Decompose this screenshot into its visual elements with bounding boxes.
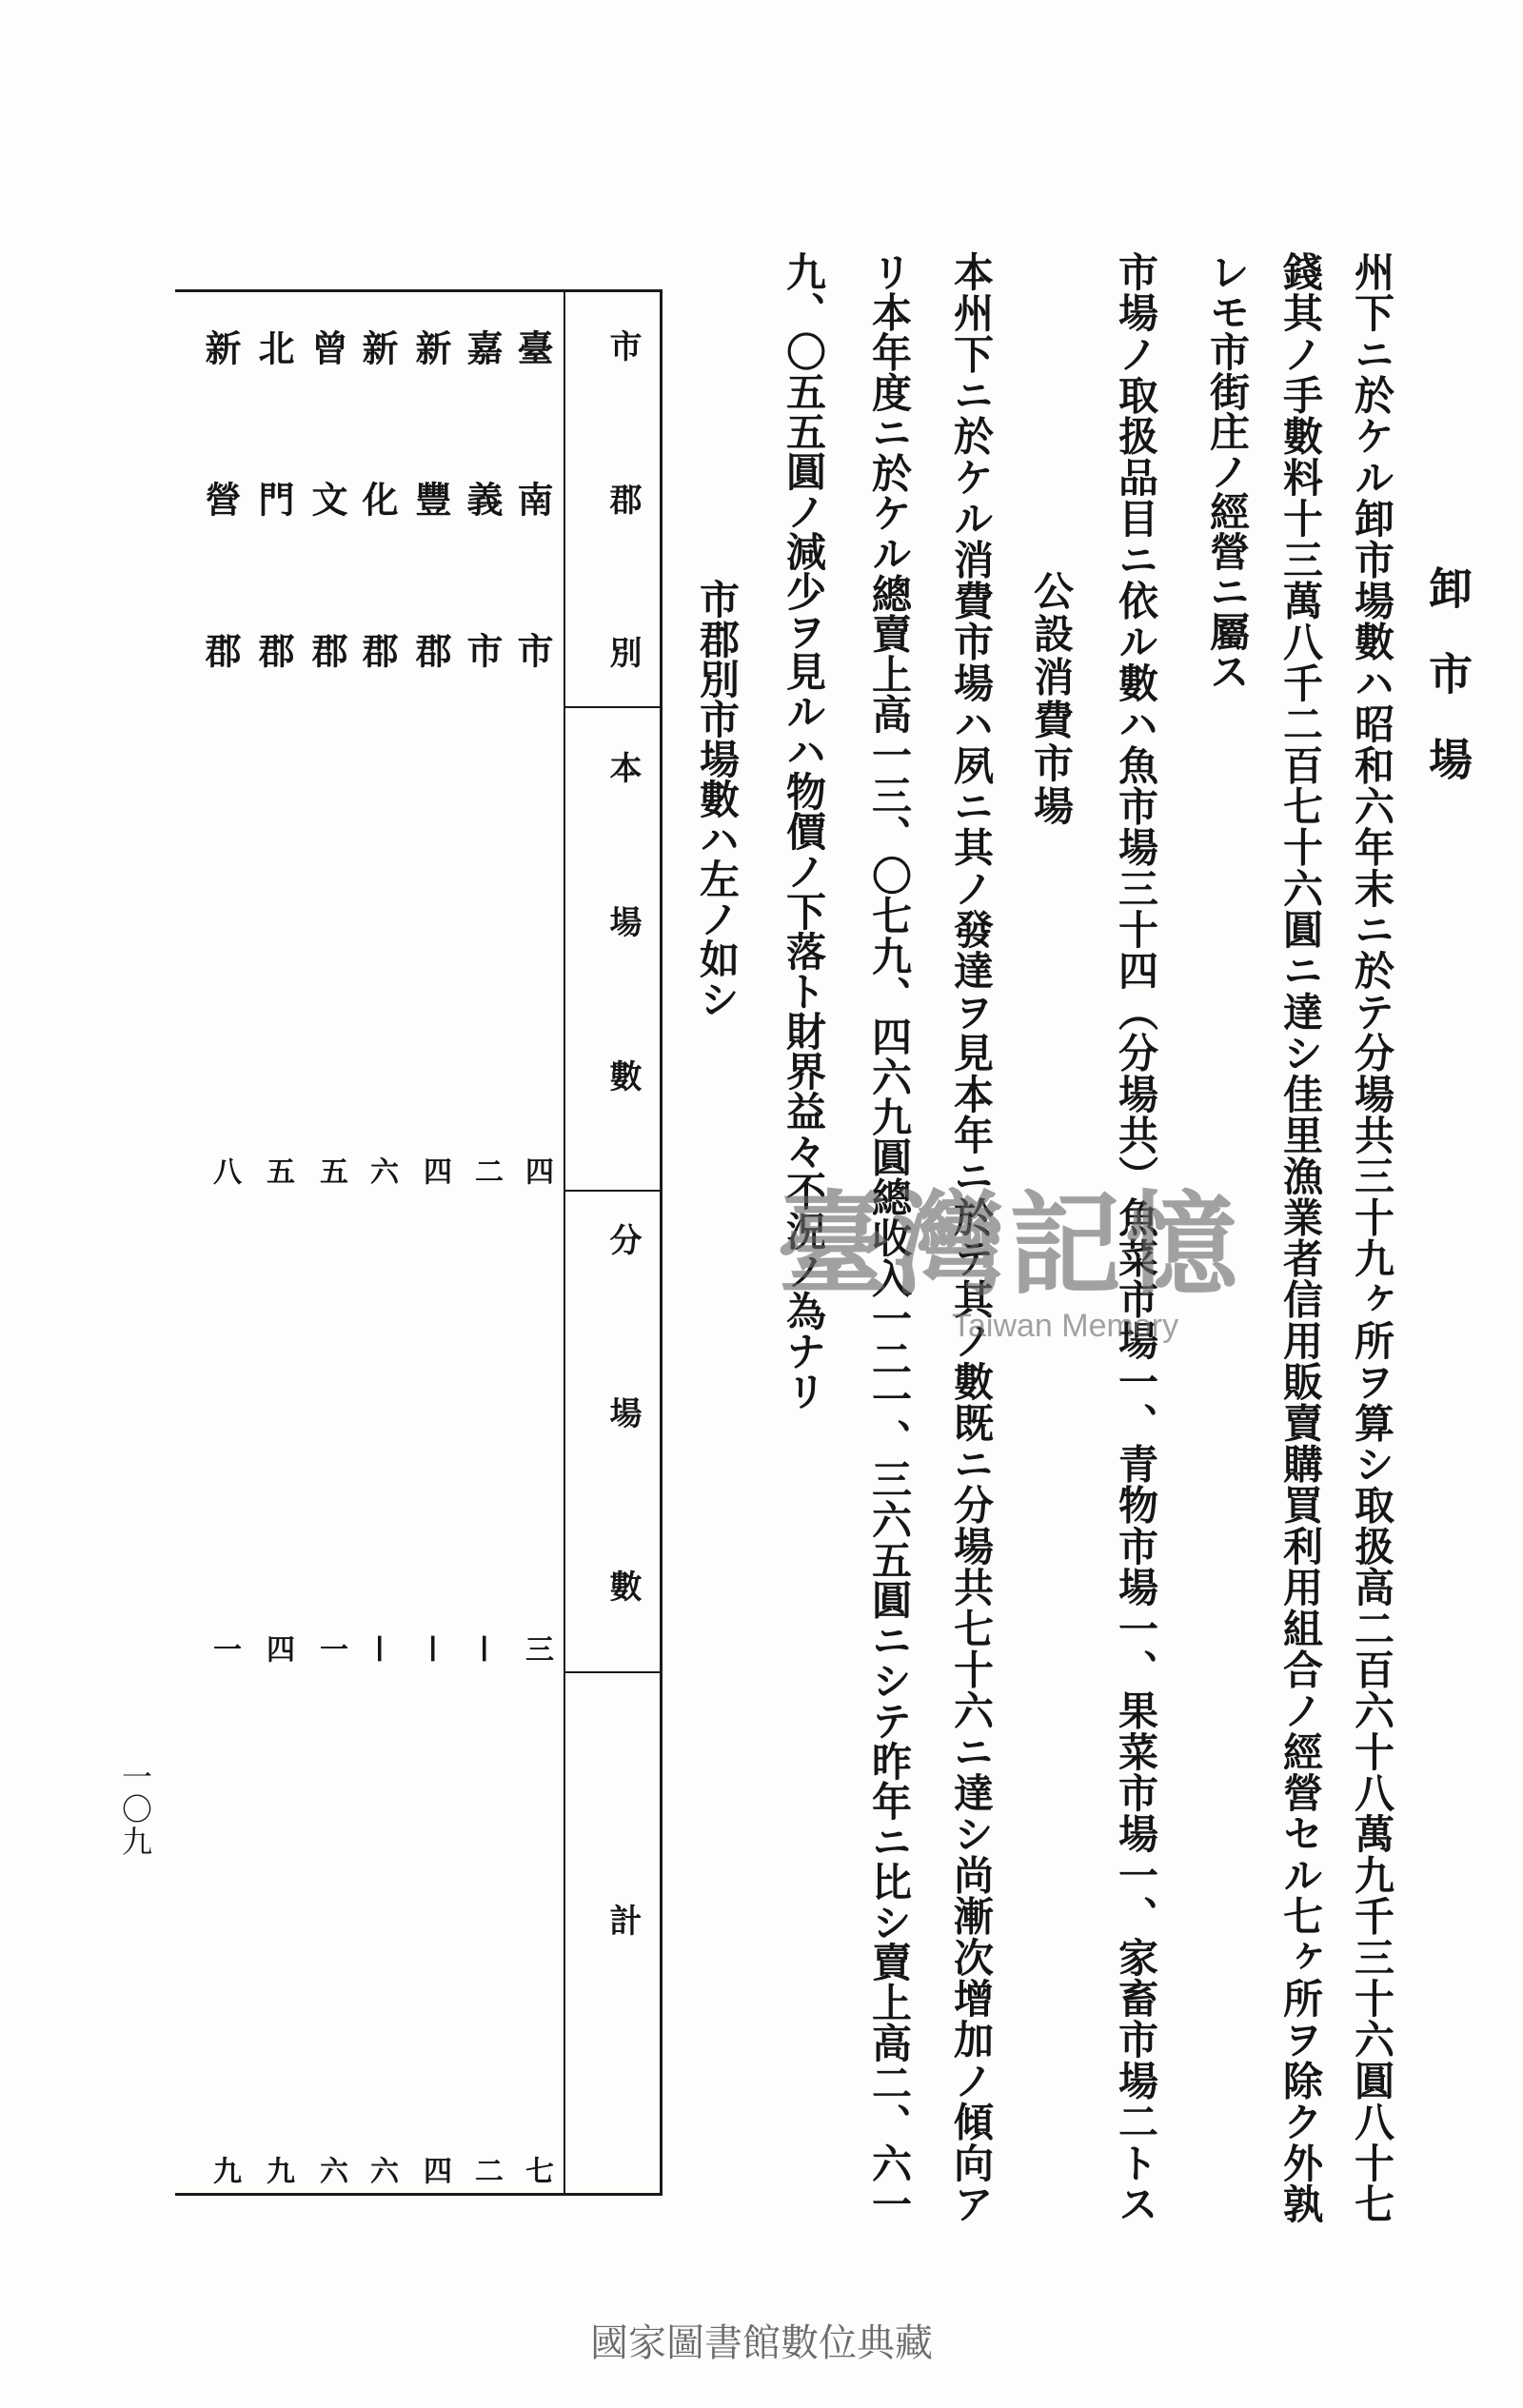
table-header-total: 計 (603, 1904, 642, 1936)
table-header-separator (564, 706, 663, 708)
total-count-cell: 四 (418, 2156, 451, 2184)
main-market-count-cell: 六 (365, 1156, 398, 1185)
body-text-line: 市場ノ取扱品目ニ依ル數ハ魚市場三十四（分場共）魚菜市場一、青物市場一、果菜市場一、家畜市場二トス (1113, 251, 1159, 2223)
watermark-title: 臺灣記憶 (776, 1178, 1241, 1311)
branch-market-count-cell: 一 (208, 1634, 241, 1663)
table-intro-text: 市郡別市場數ハ左ノ如シ (694, 579, 741, 1018)
district-name-cell: 曾文郡 (306, 329, 348, 668)
main-market-count-cell: 四 (418, 1156, 451, 1185)
district-name-cell: 新化郡 (356, 329, 399, 668)
district-name-cell: 臺南市 (511, 329, 554, 668)
table-bottom-rule (175, 2193, 663, 2196)
branch-market-count-cell: 四 (261, 1634, 294, 1663)
table-header-main-markets: 本場數 (603, 751, 642, 1092)
main-market-count-cell: 四 (520, 1156, 553, 1185)
body-text-line: レモ市街庄ノ經營ニ屬ス (1204, 251, 1251, 691)
body-text-line: 本州下ニ於ケル消費市場ハ夙ニ其ノ發達ヲ見本年ニ於テ其ノ數既ニ分場共七十六ニ達シ尚漸次增加ノ傾向ア (948, 251, 995, 2224)
total-count-cell: 九 (208, 2156, 241, 2184)
table-header-separator (564, 1671, 663, 1673)
district-name-cell: 新營郡 (199, 329, 242, 668)
table-header-separator (564, 1190, 663, 1192)
branch-market-count-cell: — (418, 1634, 451, 1663)
table-top-rule (175, 289, 663, 292)
section-heading-wholesale-market: 卸市場 (1422, 565, 1474, 780)
watermark-subtitle: Taiwan Memory (952, 1307, 1179, 1344)
table-header-district: 市郡別 (603, 329, 642, 668)
total-count-cell: 二 (469, 2156, 503, 2184)
watermark-logo (752, 1180, 1266, 1361)
total-count-cell: 六 (365, 2156, 398, 2184)
page-number: 一〇九 (117, 1761, 153, 1858)
branch-market-count-cell: — (365, 1634, 398, 1663)
body-text-line: リ本年度ニ於ケル總賣上高一三、〇七九、四六九圓總收入一二一、三六五圓ニシテ昨年ニ比シ賣上高二、六一 (866, 251, 913, 2223)
body-text-line: 錢其ノ手數料十三萬八千二百七十六圓ニ達シ佳里漁業者信用販賣購買利用組合ノ經營セル七ヶ所ヲ除ク外孰 (1277, 251, 1324, 2224)
branch-market-count-cell: 一 (314, 1634, 347, 1663)
table-right-rule (660, 289, 663, 2196)
total-count-cell: 七 (520, 2156, 553, 2184)
total-count-cell: 六 (314, 2156, 347, 2184)
district-name-cell: 北門郡 (252, 329, 295, 668)
body-text-line: 州下ニ於ケル卸市場數ハ昭和六年末ニ於テ分場共三十九ヶ所ヲ算シ取扱高二百六十八萬九千三十六圓八十七 (1349, 251, 1395, 2223)
section-heading-public-consumer-market: 公設消費市場 (1028, 570, 1075, 825)
table-header-branch-markets: 分場數 (603, 1223, 642, 1602)
branch-market-count-cell: 三 (520, 1634, 553, 1663)
total-count-cell: 九 (261, 2156, 294, 2184)
table-header-divider (564, 289, 565, 2196)
main-market-count-cell: 八 (208, 1156, 241, 1185)
main-market-count-cell: 二 (469, 1156, 503, 1185)
district-name-cell: 新豐郡 (409, 329, 452, 668)
district-name-cell: 嘉義市 (461, 329, 504, 668)
body-text-line: 九、〇五五圓ノ減少ヲ見ルハ物價ノ下落ト財界益々不況ノ為ナリ (781, 251, 827, 1411)
main-market-count-cell: 五 (261, 1156, 294, 1185)
branch-market-count-cell: — (469, 1634, 503, 1663)
main-market-count-cell: 五 (314, 1156, 347, 1185)
footer-credit: 國家圖書館數位典藏 (590, 2321, 933, 2365)
